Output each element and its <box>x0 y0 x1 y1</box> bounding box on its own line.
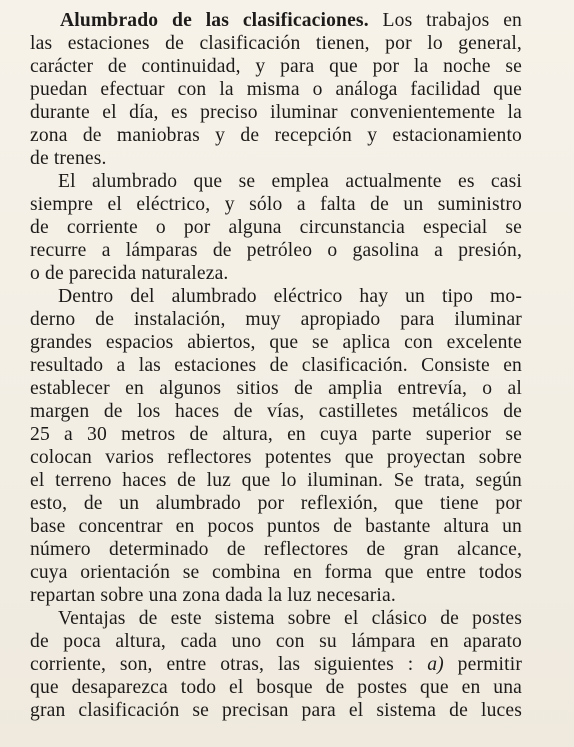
paragraph-1-line-6-text: zona de maniobras y de recepción y estacionamiento <box>30 125 522 146</box>
paragraph-4-line-2 <box>30 630 522 653</box>
paragraph-3-line-13 <box>30 561 522 584</box>
paragraph-3-line-7-text: 25 a 30 metros de altura, en cuya parte superior se <box>30 424 522 445</box>
paragraph-2-line-4-text: recurre a lámparas de petróleo o gasolina a presión, <box>30 240 522 261</box>
paragraph-2-line-2-text: siempre el eléctrico, y sólo a falta de un suministro <box>30 194 522 215</box>
paragraph-3-line-1-text: Dentro del alumbrado eléctrico hay un tipo mo- <box>58 286 522 307</box>
paragraph-1-line-3 <box>30 55 522 78</box>
paragraph-1-line-4 <box>30 78 522 101</box>
paragraph-1-line-5-text: durante el día, es preciso iluminar convenientemente la <box>30 102 522 123</box>
paragraph-3-line-5-text: establecer en algunos sitios de amplia entrevía, o al <box>30 378 522 399</box>
paragraph-3-line-14-text: repartan sobre una zona dada la luz necesaria. <box>30 585 396 606</box>
paragraph-3-line-13-text: cuya orientación se combina en forma que entre todos <box>30 562 522 583</box>
paragraph-2-line-1 <box>58 170 522 193</box>
paragraph-4-line-5 <box>30 699 522 722</box>
paragraph-1-line-4-text: puedan efectuar con la misma o análoga facilidad que <box>30 79 522 100</box>
paragraph-3-line-10 <box>30 492 522 515</box>
paragraph-4-line-4-text: que desaparezca todo el bosque de postes que en una <box>30 677 522 698</box>
paragraph-3-line-4-text: resultado a las estaciones de clasificación. Consiste en <box>30 355 522 376</box>
paragraph-3-line-11 <box>30 515 522 538</box>
paragraph-2-line-3 <box>30 216 522 239</box>
paragraph-1-line-1 <box>60 9 522 32</box>
paragraph-3-line-7 <box>30 423 522 446</box>
paragraph-3-line-11-text: base concentrar en pocos puntos de bastante altura un <box>30 516 522 537</box>
paragraph-3-line-9 <box>30 469 522 492</box>
paragraph-4-line-3 <box>30 653 522 676</box>
paragraph-4-line-1 <box>58 607 522 630</box>
enumerator-a: a) <box>427 654 444 675</box>
paragraph-3-line-5 <box>30 377 522 400</box>
paragraph-2-line-5-text: o de parecida naturaleza. <box>30 263 229 284</box>
paragraph-1-line-7 <box>30 147 107 170</box>
paragraph-2-line-5 <box>30 262 228 285</box>
paragraph-3-line-9-text: el terreno haces de luz que lo iluminan. Se trata, según <box>30 470 522 491</box>
paragraph-3-line-8-text: colocan varios reflectores potentes que proyectan sobre <box>30 447 522 468</box>
paragraph-1-line-7-text: de trenes. <box>30 148 107 169</box>
paragraph-3-line-3 <box>30 331 522 354</box>
paragraph-3-line-10-text: esto, de un alumbrado por reflexión, que tiene por <box>30 493 522 514</box>
paragraph-3-line-6-text: margen de los haces de vías, castilletes metálicos de <box>30 401 522 422</box>
paragraph-1-line-3-text: carácter de continuidad, y para que por la noche se <box>30 56 522 77</box>
paragraph-2-line-4 <box>30 239 522 262</box>
paragraph-2-line-2 <box>30 193 522 216</box>
paragraph-3-line-12-text: número determinado de reflectores de gran alcance, <box>30 539 522 560</box>
paragraph-2-line-1-text: El alumbrado que se emplea actualmente es casi <box>58 171 522 192</box>
paragraph-2-line-3-text: de corriente o por alguna circunstancia especial se <box>30 217 522 238</box>
paragraph-3-line-3-text: grandes espacios abiertos, que se aplica con excelente <box>30 332 522 353</box>
paragraph-3-line-4 <box>30 354 522 377</box>
paragraph-3-line-8 <box>30 446 522 469</box>
paragraph-4-line-2-text: de poca altura, cada uno con su lámpara en aparato <box>30 631 522 652</box>
paragraph-3-line-12 <box>30 538 522 561</box>
paragraph-4-line-5-text: gran clasificación se precisan para el sistema de luces <box>30 700 522 721</box>
paragraph-3-line-14 <box>30 584 396 607</box>
paragraph-1-line-6 <box>30 124 522 147</box>
paragraph-3-line-2-text: derno de instalación, muy apropiado para iluminar <box>30 309 522 330</box>
paragraph-1-line-2 <box>30 32 522 55</box>
section-heading: Alumbrado de las clasificaciones. <box>60 10 369 31</box>
paragraph-1-line-1-text: Los trabajos en <box>382 10 522 31</box>
paragraph-3-line-1 <box>58 285 522 308</box>
paragraph-4-line-3-text: corriente, son, entre otras, las siguientes : a) permitir <box>30 654 522 675</box>
paragraph-3-line-6 <box>30 400 522 423</box>
paragraph-1-line-5 <box>30 101 522 124</box>
paragraph-4-line-1-text: Ventajas de este sistema sobre el clásico de postes <box>58 608 522 629</box>
paragraph-3-line-2 <box>30 308 522 331</box>
paragraph-1-line-2-text: las estaciones de clasificación tienen, por lo general, <box>30 33 522 54</box>
paragraph-4-line-4 <box>30 676 522 699</box>
